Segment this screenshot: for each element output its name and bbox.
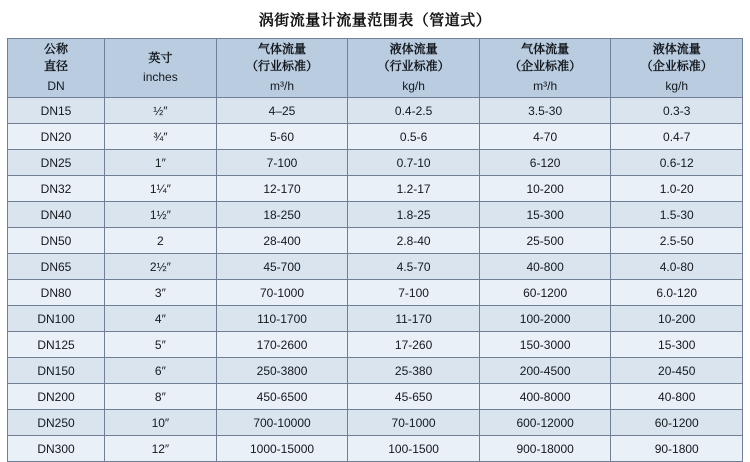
cell-gas-flow-industry: 70-1000	[216, 280, 348, 306]
cell-nominal-diameter: DN100	[8, 306, 105, 332]
cell-gas-flow-enterprise: 25-500	[479, 228, 611, 254]
column-header-nominal-diameter	[8, 39, 105, 98]
table-row	[8, 202, 743, 228]
table-row	[8, 410, 743, 436]
table-row	[8, 306, 743, 332]
table-row	[8, 280, 743, 306]
cell-inches: 6″	[105, 358, 217, 384]
table-row	[8, 358, 743, 384]
column-header-gas-flow-enterprise	[479, 39, 611, 98]
table-row	[8, 228, 743, 254]
cell-gas-flow-enterprise: 600-12000	[479, 410, 611, 436]
table-row	[8, 332, 743, 358]
cell-gas-flow-industry: 1000-15000	[216, 436, 348, 462]
header-line-3: m³/h	[270, 78, 295, 93]
cell-liquid-flow-industry: 1.8-25	[348, 202, 480, 228]
cell-liquid-flow-industry: 7-100	[348, 280, 480, 306]
cell-nominal-diameter: DN32	[8, 176, 105, 202]
cell-liquid-flow-industry: 100-1500	[348, 436, 480, 462]
cell-gas-flow-enterprise: 400-8000	[479, 384, 611, 410]
cell-gas-flow-enterprise: 3.5-30	[479, 98, 611, 124]
header-line-1: 英寸	[148, 50, 173, 65]
header-row	[8, 39, 743, 98]
cell-gas-flow-industry: 250-3800	[216, 358, 348, 384]
cell-inches: 1½″	[105, 202, 217, 228]
cell-liquid-flow-industry: 45-650	[348, 384, 480, 410]
column-header-liquid-flow-enterprise	[611, 39, 743, 98]
cell-nominal-diameter: DN125	[8, 332, 105, 358]
cell-liquid-flow-enterprise: 40-800	[611, 384, 743, 410]
cell-gas-flow-enterprise: 10-200	[479, 176, 611, 202]
cell-liquid-flow-enterprise: 15-300	[611, 332, 743, 358]
cell-liquid-flow-industry: 17-260	[348, 332, 480, 358]
cell-liquid-flow-enterprise: 2.5-50	[611, 228, 743, 254]
cell-gas-flow-enterprise: 150-3000	[479, 332, 611, 358]
header-line-2: 直径	[44, 59, 69, 74]
cell-liquid-flow-enterprise: 4.0-80	[611, 254, 743, 280]
cell-nominal-diameter: DN40	[8, 202, 105, 228]
cell-nominal-diameter: DN300	[8, 436, 105, 462]
cell-gas-flow-enterprise: 6-120	[479, 150, 611, 176]
cell-inches: 1¼″	[105, 176, 217, 202]
cell-inches: 5″	[105, 332, 217, 358]
table-row	[8, 254, 743, 280]
header-line-2: （企业标准）	[509, 59, 582, 74]
cell-gas-flow-industry: 700-10000	[216, 410, 348, 436]
cell-inches: 12″	[105, 436, 217, 462]
cell-gas-flow-enterprise: 900-18000	[479, 436, 611, 462]
cell-liquid-flow-industry: 0.4-2.5	[348, 98, 480, 124]
cell-gas-flow-industry: 28-400	[216, 228, 348, 254]
cell-nominal-diameter: DN50	[8, 228, 105, 254]
cell-gas-flow-enterprise: 200-4500	[479, 358, 611, 384]
cell-inches: 3″	[105, 280, 217, 306]
table-row	[8, 150, 743, 176]
cell-liquid-flow-industry: 11-170	[348, 306, 480, 332]
cell-gas-flow-enterprise: 60-1200	[479, 280, 611, 306]
header-line-2: （行业标准）	[246, 59, 319, 74]
cell-inches: 10″	[105, 410, 217, 436]
table-row	[8, 176, 743, 202]
cell-liquid-flow-enterprise: 0.4-7	[611, 124, 743, 150]
cell-liquid-flow-industry: 1.2-17	[348, 176, 480, 202]
cell-liquid-flow-enterprise: 0.3-3	[611, 98, 743, 124]
cell-liquid-flow-enterprise: 6.0-120	[611, 280, 743, 306]
header-line-3: m³/h	[533, 78, 558, 93]
cell-nominal-diameter: DN65	[8, 254, 105, 280]
cell-gas-flow-enterprise: 4-70	[479, 124, 611, 150]
cell-nominal-diameter: DN80	[8, 280, 105, 306]
cell-liquid-flow-industry: 4.5-70	[348, 254, 480, 280]
cell-liquid-flow-industry: 25-380	[348, 358, 480, 384]
cell-gas-flow-industry: 7-100	[216, 150, 348, 176]
cell-liquid-flow-enterprise: 90-1800	[611, 436, 743, 462]
cell-liquid-flow-enterprise: 1.5-30	[611, 202, 743, 228]
cell-liquid-flow-enterprise: 20-450	[611, 358, 743, 384]
cell-nominal-diameter: DN15	[8, 98, 105, 124]
header-line-1: 液体流量	[652, 41, 701, 56]
header-line-2: （行业标准）	[377, 59, 450, 74]
cell-inches: 4″	[105, 306, 217, 332]
table-row	[8, 98, 743, 124]
cell-gas-flow-enterprise: 40-800	[479, 254, 611, 280]
cell-gas-flow-industry: 450-6500	[216, 384, 348, 410]
table-body	[8, 98, 743, 462]
column-header-gas-flow-industry	[216, 39, 348, 98]
header-line-1: 液体流量	[389, 41, 438, 56]
cell-gas-flow-industry: 5-60	[216, 124, 348, 150]
cell-gas-flow-industry: 4–25	[216, 98, 348, 124]
cell-nominal-diameter: DN25	[8, 150, 105, 176]
table-row	[8, 124, 743, 150]
cell-inches: ½″	[105, 98, 217, 124]
cell-liquid-flow-industry: 2.8-40	[348, 228, 480, 254]
cell-nominal-diameter: DN250	[8, 410, 105, 436]
cell-inches: ¾″	[105, 124, 217, 150]
header-line-3: DN	[47, 78, 65, 93]
cell-liquid-flow-industry: 70-1000	[348, 410, 480, 436]
flow-range-table	[7, 38, 743, 462]
cell-gas-flow-enterprise: 100-2000	[479, 306, 611, 332]
table-row	[8, 384, 743, 410]
header-line-3: kg/h	[665, 78, 689, 93]
table-row	[8, 436, 743, 462]
cell-liquid-flow-enterprise: 10-200	[611, 306, 743, 332]
cell-inches: 2	[105, 228, 217, 254]
cell-gas-flow-industry: 110-1700	[216, 306, 348, 332]
cell-inches: 8″	[105, 384, 217, 410]
cell-inches: 1″	[105, 150, 217, 176]
cell-gas-flow-industry: 18-250	[216, 202, 348, 228]
header-line-3: kg/h	[402, 78, 425, 93]
table-header	[8, 39, 743, 98]
cell-nominal-diameter: DN150	[8, 358, 105, 384]
cell-gas-flow-enterprise: 15-300	[479, 202, 611, 228]
cell-liquid-flow-enterprise: 1.0-20	[611, 176, 743, 202]
column-header-inches	[105, 39, 217, 98]
cell-gas-flow-industry: 170-2600	[216, 332, 348, 358]
cell-nominal-diameter: DN200	[8, 384, 105, 410]
cell-liquid-flow-industry: 0.7-10	[348, 150, 480, 176]
header-line-3: inches	[143, 70, 178, 84]
header-line-1: 公称	[44, 41, 69, 56]
cell-gas-flow-industry: 45-700	[216, 254, 348, 280]
cell-gas-flow-industry: 12-170	[216, 176, 348, 202]
header-line-2: （企业标准）	[640, 59, 713, 74]
cell-nominal-diameter: DN20	[8, 124, 105, 150]
header-line-1: 气体流量	[258, 41, 307, 56]
header-line-1: 气体流量	[521, 41, 570, 56]
cell-liquid-flow-enterprise: 0.6-12	[611, 150, 743, 176]
column-header-liquid-flow-industry	[348, 39, 480, 98]
cell-inches: 2½″	[105, 254, 217, 280]
cell-liquid-flow-enterprise: 60-1200	[611, 410, 743, 436]
cell-liquid-flow-industry: 0.5-6	[348, 124, 480, 150]
page-title: 涡街流量计流量范围表（管道式）	[258, 12, 492, 29]
